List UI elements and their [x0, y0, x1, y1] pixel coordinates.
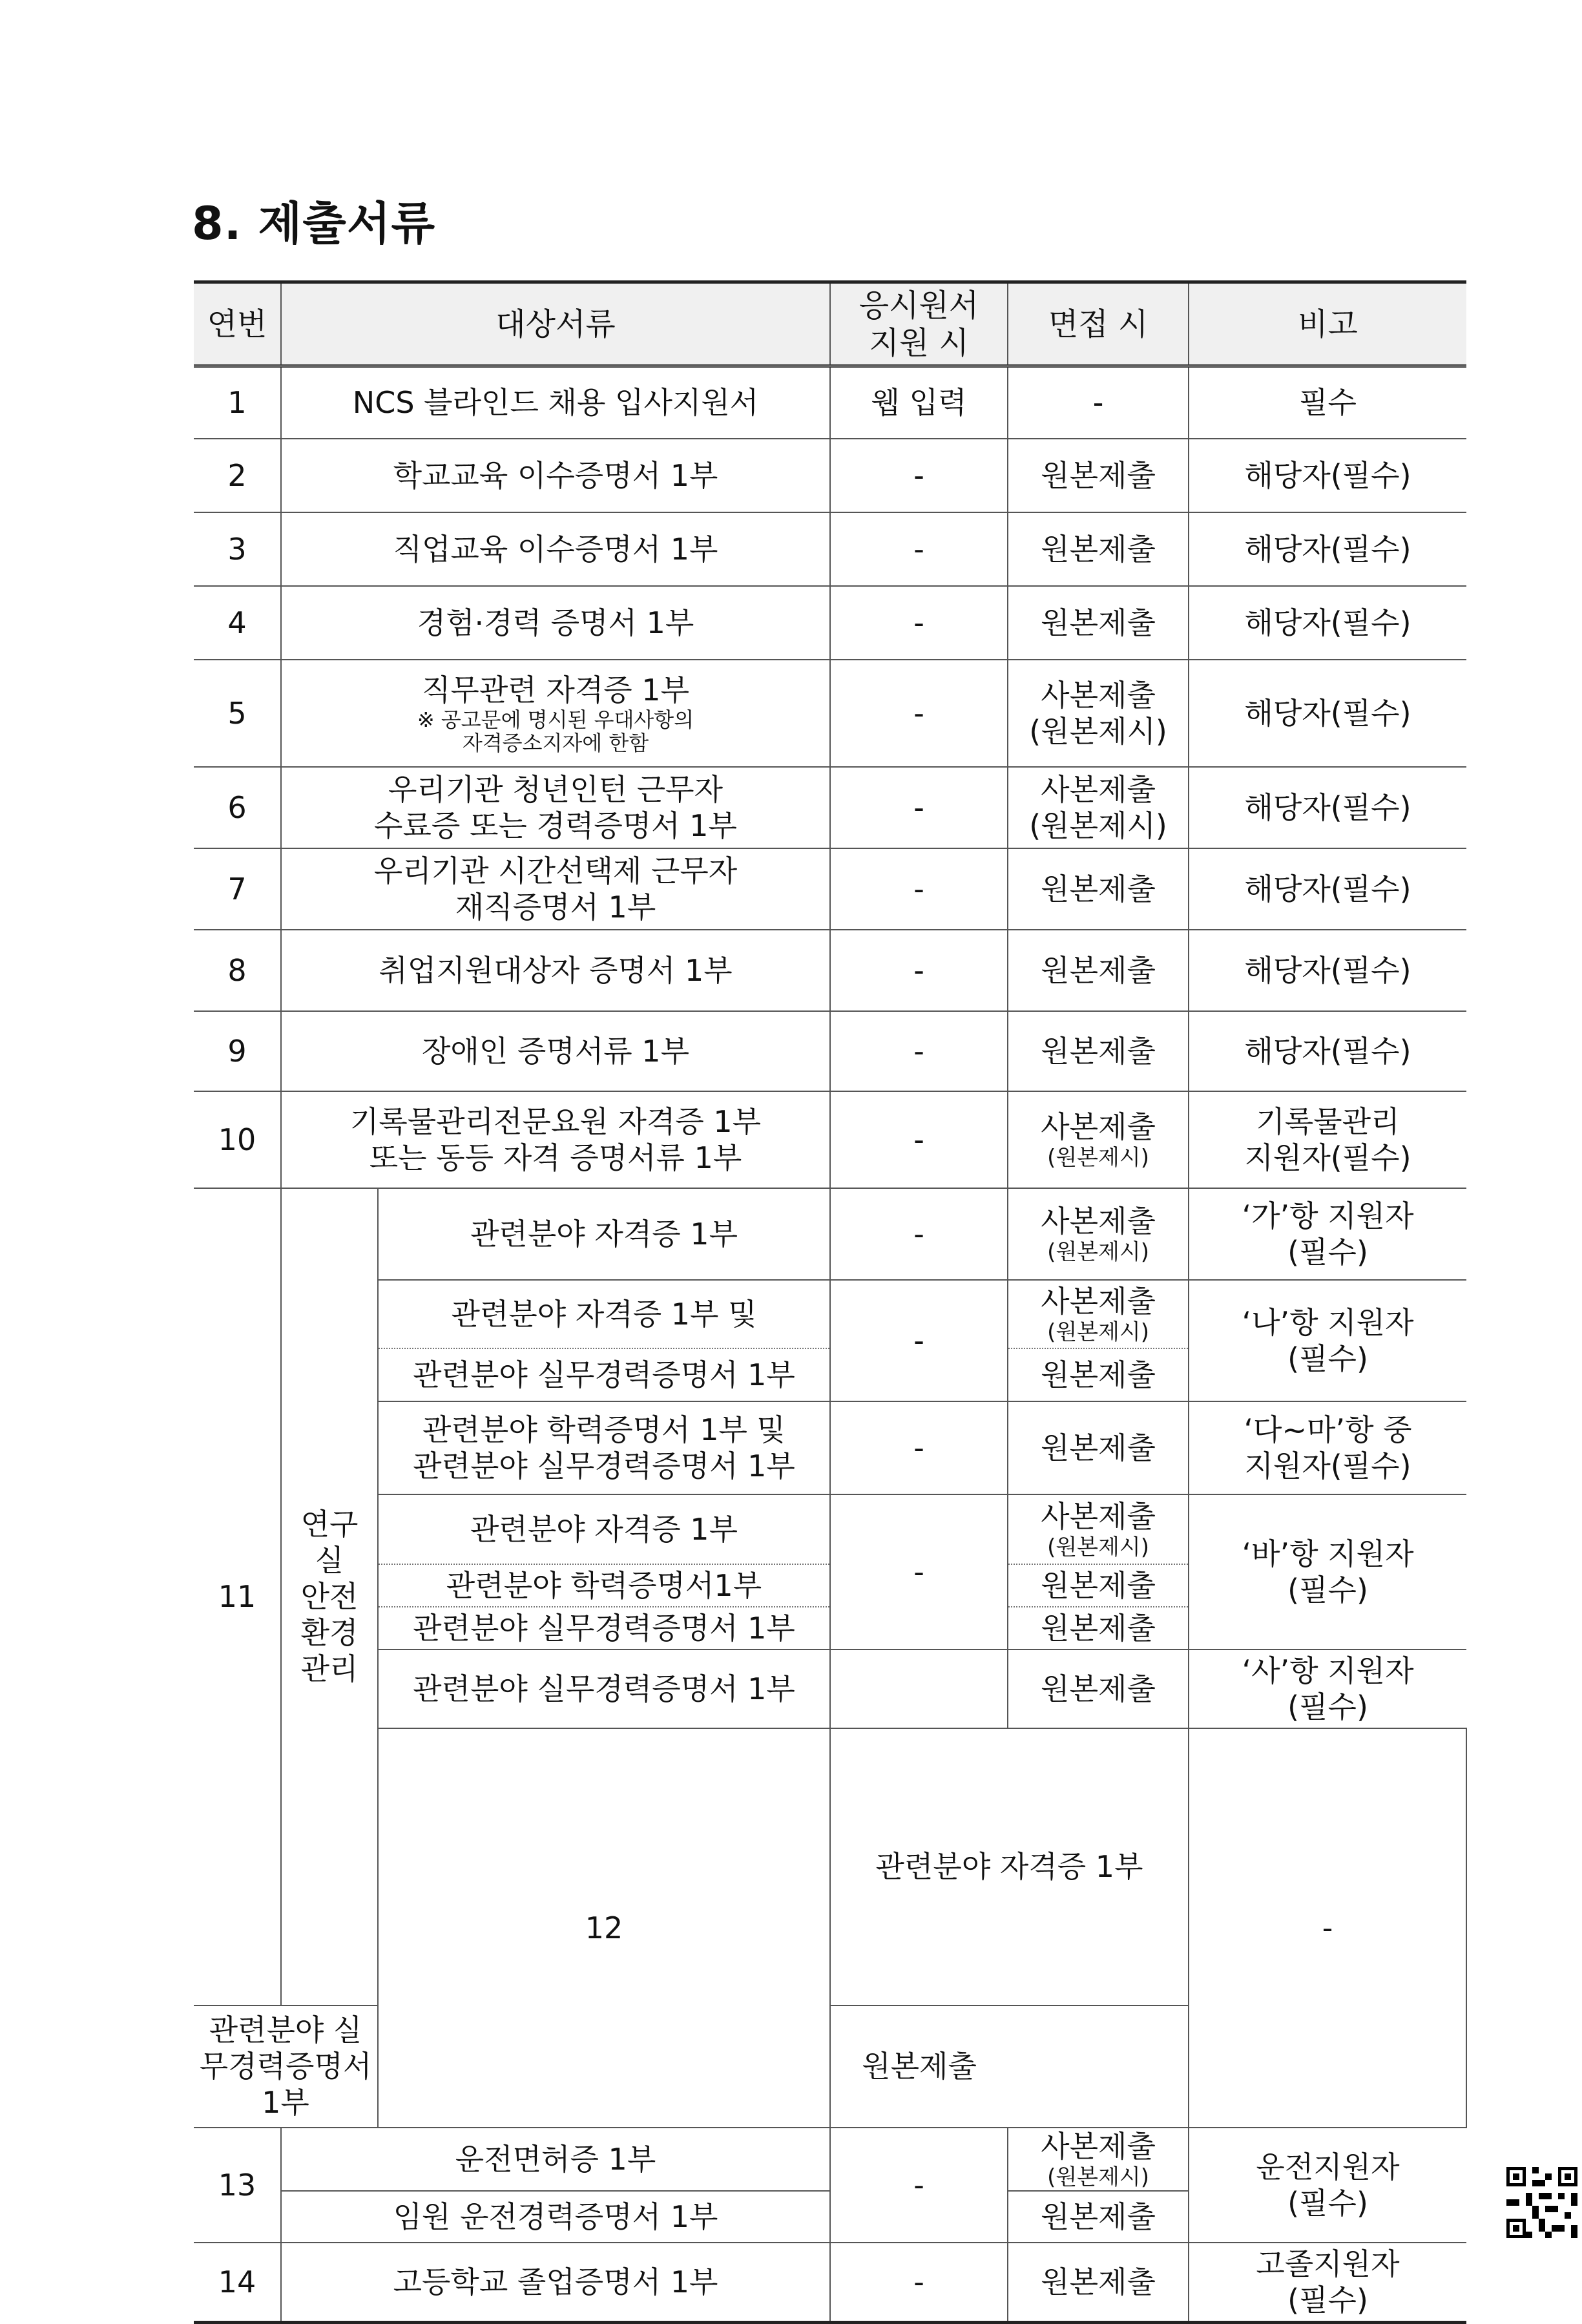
row-interview-line2: (원본제시) — [1047, 1319, 1149, 1345]
row-note — [1189, 2128, 1466, 2243]
row-document-line2: 수료증 또는 경력증명서 1부 — [374, 808, 737, 843]
row-interview: 원본제출 — [1008, 1649, 1189, 1728]
row-no: 14 — [194, 2243, 281, 2323]
row-note-line1: 기록물관리 — [1256, 1104, 1400, 1139]
row-application: - — [1189, 1728, 1466, 2128]
row-interview: 원본제출 — [830, 2005, 1008, 2128]
row-note: 해당자(필수) — [1189, 1011, 1466, 1091]
row-document-line1: 기록물관리전문요원 자격증 1부 — [349, 1104, 762, 1139]
row-category-line1: 연구 — [300, 1507, 359, 1542]
table-row — [194, 1011, 1466, 1091]
row-document — [281, 1091, 830, 1188]
row-document-remark-line2: 자격증소지자에 한함 — [462, 730, 649, 755]
row-note: 해당자(필수) — [1189, 767, 1466, 848]
row-interview-line2: (원본제시) — [1047, 1534, 1149, 1560]
row-document-line1: 우리기관 청년인턴 근무자 — [388, 771, 723, 807]
header-application-line1: 응시원서 — [859, 287, 979, 324]
row-note — [1189, 1091, 1466, 1188]
row-interview-line2: (원본제시) — [1029, 808, 1167, 843]
row-no: 9 — [194, 1011, 281, 1091]
row-application: - — [830, 2128, 1008, 2243]
row-document-remark-line1: ※ 공고문에 명시된 우대사항의 — [417, 707, 694, 732]
row-document-line2: 관련분야 실무경력증명서 1부 — [413, 1448, 795, 1483]
row-note — [1189, 1494, 1466, 1649]
row-document-line1: 직무관련 자격증 1부 — [422, 672, 689, 707]
row-document: 관련분야 실무경력증명서 1부 — [194, 2005, 378, 2128]
row-application: - — [830, 930, 1008, 1011]
table-header-row — [194, 282, 1466, 366]
table-row — [194, 1280, 1466, 1348]
row-application — [830, 1649, 1008, 1728]
row-document: 학교교육 이수증명서 1부 — [281, 439, 830, 512]
row-category-line2: 실 — [315, 1543, 344, 1578]
row-category-line5: 관리 — [300, 1651, 359, 1687]
row-document: 관련분야 자격증 1부 — [378, 1188, 830, 1280]
header-interview: 면접 시 — [1008, 282, 1189, 366]
row-interview: - — [1008, 366, 1189, 439]
table-row — [194, 1188, 1466, 1280]
row-application: - — [830, 1401, 1008, 1494]
row-interview — [1008, 660, 1189, 767]
row-interview: 원본제출 — [1008, 1348, 1189, 1401]
row-document — [281, 767, 830, 848]
row-no: 4 — [194, 586, 281, 660]
row-no: 6 — [194, 767, 281, 848]
row-note: 해당자(필수) — [1189, 512, 1466, 586]
header-no: 연번 — [194, 282, 281, 366]
row-application: - — [830, 1011, 1008, 1091]
row-application: - — [830, 2243, 1008, 2323]
table-row — [194, 1649, 1466, 1728]
row-note: 해당자(필수) — [1189, 848, 1466, 930]
table-row — [194, 2243, 1466, 2323]
row-category — [281, 1188, 378, 2005]
table-row — [194, 1401, 1466, 1494]
row-document-line2: 또는 동등 자격 증명서류 1부 — [369, 1140, 742, 1175]
row-interview: 원본제출 — [1008, 1564, 1189, 1607]
header-application — [830, 282, 1008, 366]
row-no: 8 — [194, 930, 281, 1011]
table-row — [194, 848, 1466, 930]
table-row — [194, 1494, 1466, 1564]
row-document: 임원 운전경력증명서 1부 — [281, 2191, 830, 2243]
row-note-line1: ‘나’항 지원자 — [1242, 1304, 1414, 1340]
row-interview — [1008, 767, 1189, 848]
row-document: 경험·경력 증명서 1부 — [281, 586, 830, 660]
row-note: 해당자(필수) — [1189, 660, 1466, 767]
table-row — [194, 439, 1466, 512]
row-interview: 원본제출 — [1008, 930, 1189, 1011]
row-interview — [1008, 1280, 1189, 1348]
submission-documents-table — [194, 280, 1466, 2324]
table-row — [194, 512, 1466, 586]
row-note-line1: 운전지원자 — [1256, 2149, 1400, 2184]
row-note — [1189, 1649, 1466, 1728]
row-no: 7 — [194, 848, 281, 930]
header-application-line2: 지원 시 — [869, 324, 969, 361]
row-no: 10 — [194, 1091, 281, 1188]
row-document: 고등학교 졸업증명서 1부 — [281, 2243, 830, 2323]
row-document: 운전면허증 1부 — [281, 2128, 830, 2191]
page-title: 8. 제출서류 — [192, 197, 436, 250]
row-interview — [1008, 1494, 1189, 1564]
row-interview: 원본제출 — [1008, 439, 1189, 512]
row-note-line2: (필수) — [1287, 1234, 1368, 1270]
row-interview-line1: 사본제출 — [1041, 1498, 1156, 1534]
row-interview: 원본제출 — [1008, 848, 1189, 930]
row-application: - — [830, 512, 1008, 586]
row-note-line2: (필수) — [1287, 1689, 1368, 1724]
row-note-line2: (필수) — [1287, 2282, 1368, 2318]
row-interview: 원본제출 — [1008, 586, 1189, 660]
header-note: 비고 — [1189, 282, 1466, 366]
row-application: - — [830, 1494, 1008, 1649]
row-document — [281, 660, 830, 767]
row-interview — [1008, 1091, 1189, 1188]
row-no: 3 — [194, 512, 281, 586]
table-row — [194, 586, 1466, 660]
row-interview-line1: 사본제출 — [1041, 1283, 1156, 1319]
row-interview — [1008, 1188, 1189, 1280]
row-interview: 원본제출 — [1008, 512, 1189, 586]
row-document: NCS 블라인드 채용 입사지원서 — [281, 366, 830, 439]
row-document: 관련분야 실무경력증명서 1부 — [378, 1348, 830, 1401]
table-row — [194, 767, 1466, 848]
row-document-line2: 재직증명서 1부 — [455, 889, 656, 925]
row-category-line3: 안전 — [300, 1579, 359, 1615]
row-interview: 원본제출 — [1008, 2191, 1189, 2243]
row-application: - — [830, 1091, 1008, 1188]
row-interview — [1008, 2128, 1189, 2191]
row-interview-line1: 사본제출 — [1041, 677, 1156, 713]
row-document: 장애인 증명서류 1부 — [281, 1011, 830, 1091]
row-application: - — [830, 1280, 1008, 1401]
row-document: 관련분야 자격증 1부 — [378, 1494, 830, 1564]
row-note-line1: ‘다~마’항 중 — [1244, 1412, 1412, 1447]
row-note-line1: ‘가’항 지원자 — [1242, 1198, 1414, 1233]
row-note-line2: 지원자(필수) — [1244, 1140, 1411, 1175]
row-document: 관련분야 자격증 1부 — [830, 1728, 1189, 2005]
table-row — [194, 2128, 1466, 2191]
row-note-line2: (필수) — [1287, 2185, 1368, 2221]
row-note-line2: (필수) — [1287, 1572, 1368, 1607]
header-documents: 대상서류 — [281, 282, 830, 366]
row-interview-line2: (원본제시) — [1047, 2164, 1149, 2190]
row-application: - — [830, 586, 1008, 660]
row-document: 관련분야 실무경력증명서 1부 — [378, 1649, 830, 1728]
row-note-line1: ‘바’항 지원자 — [1242, 1536, 1414, 1571]
row-interview-line2: (원본제시) — [1047, 1239, 1149, 1265]
table-row — [194, 660, 1466, 767]
row-note — [1189, 2243, 1466, 2323]
row-note-line1: 고졸지원자 — [1256, 2246, 1400, 2281]
row-document: 관련분야 학력증명서1부 — [378, 1564, 830, 1607]
row-no: 11 — [194, 1188, 281, 2005]
row-document — [378, 1401, 830, 1494]
table-row — [194, 1091, 1466, 1188]
row-interview-line1: 사본제출 — [1041, 1203, 1156, 1239]
row-document: 직업교육 이수증명서 1부 — [281, 512, 830, 586]
row-note-line2: (필수) — [1287, 1341, 1368, 1376]
row-note — [1189, 1280, 1466, 1401]
row-no: 1 — [194, 366, 281, 439]
table-row — [194, 366, 1466, 439]
row-interview-line1: 사본제출 — [1041, 2128, 1156, 2164]
row-interview-line1: 사본제출 — [1041, 771, 1156, 807]
row-no: 12 — [378, 1728, 830, 2128]
table-row — [194, 1728, 1466, 2005]
qr-code-icon — [1506, 2167, 1577, 2238]
row-interview-line2: (원본제시) — [1029, 713, 1167, 749]
row-no: 13 — [194, 2128, 281, 2243]
row-note-line1: ‘사’항 지원자 — [1242, 1653, 1414, 1688]
row-interview: 원본제출 — [1008, 2243, 1189, 2323]
row-no: 5 — [194, 660, 281, 767]
row-document-line1: 관련분야 학력증명서 1부 및 — [422, 1412, 786, 1447]
row-application: - — [830, 439, 1008, 512]
row-interview-line2: (원본제시) — [1047, 1144, 1149, 1171]
row-category-line4: 환경 — [300, 1615, 359, 1651]
row-note: 해당자(필수) — [1189, 930, 1466, 1011]
row-note — [1189, 1188, 1466, 1280]
row-interview: 원본제출 — [1008, 1401, 1189, 1494]
row-document — [281, 848, 830, 930]
row-document: 관련분야 실무경력증명서 1부 — [378, 1607, 830, 1649]
row-note: 해당자(필수) — [1189, 439, 1466, 512]
row-note: 필수 — [1189, 366, 1466, 439]
row-note — [1189, 1401, 1466, 1494]
row-application: 웹 입력 — [830, 366, 1008, 439]
table-row — [194, 930, 1466, 1011]
row-application: - — [830, 767, 1008, 848]
row-note: 해당자(필수) — [1189, 586, 1466, 660]
row-document: 취업지원대상자 증명서 1부 — [281, 930, 830, 1011]
row-interview: 원본제출 — [1008, 1011, 1189, 1091]
row-note-line2: 지원자(필수) — [1244, 1448, 1411, 1483]
row-interview: 원본제출 — [1008, 1607, 1189, 1649]
row-application: - — [830, 848, 1008, 930]
row-application: - — [830, 660, 1008, 767]
row-document: 관련분야 자격증 1부 및 — [378, 1280, 830, 1348]
row-document-line1: 우리기관 시간선택제 근무자 — [373, 853, 738, 888]
row-interview-line1: 사본제출 — [1041, 1109, 1156, 1144]
row-no: 2 — [194, 439, 281, 512]
row-application: - — [830, 1188, 1008, 1280]
